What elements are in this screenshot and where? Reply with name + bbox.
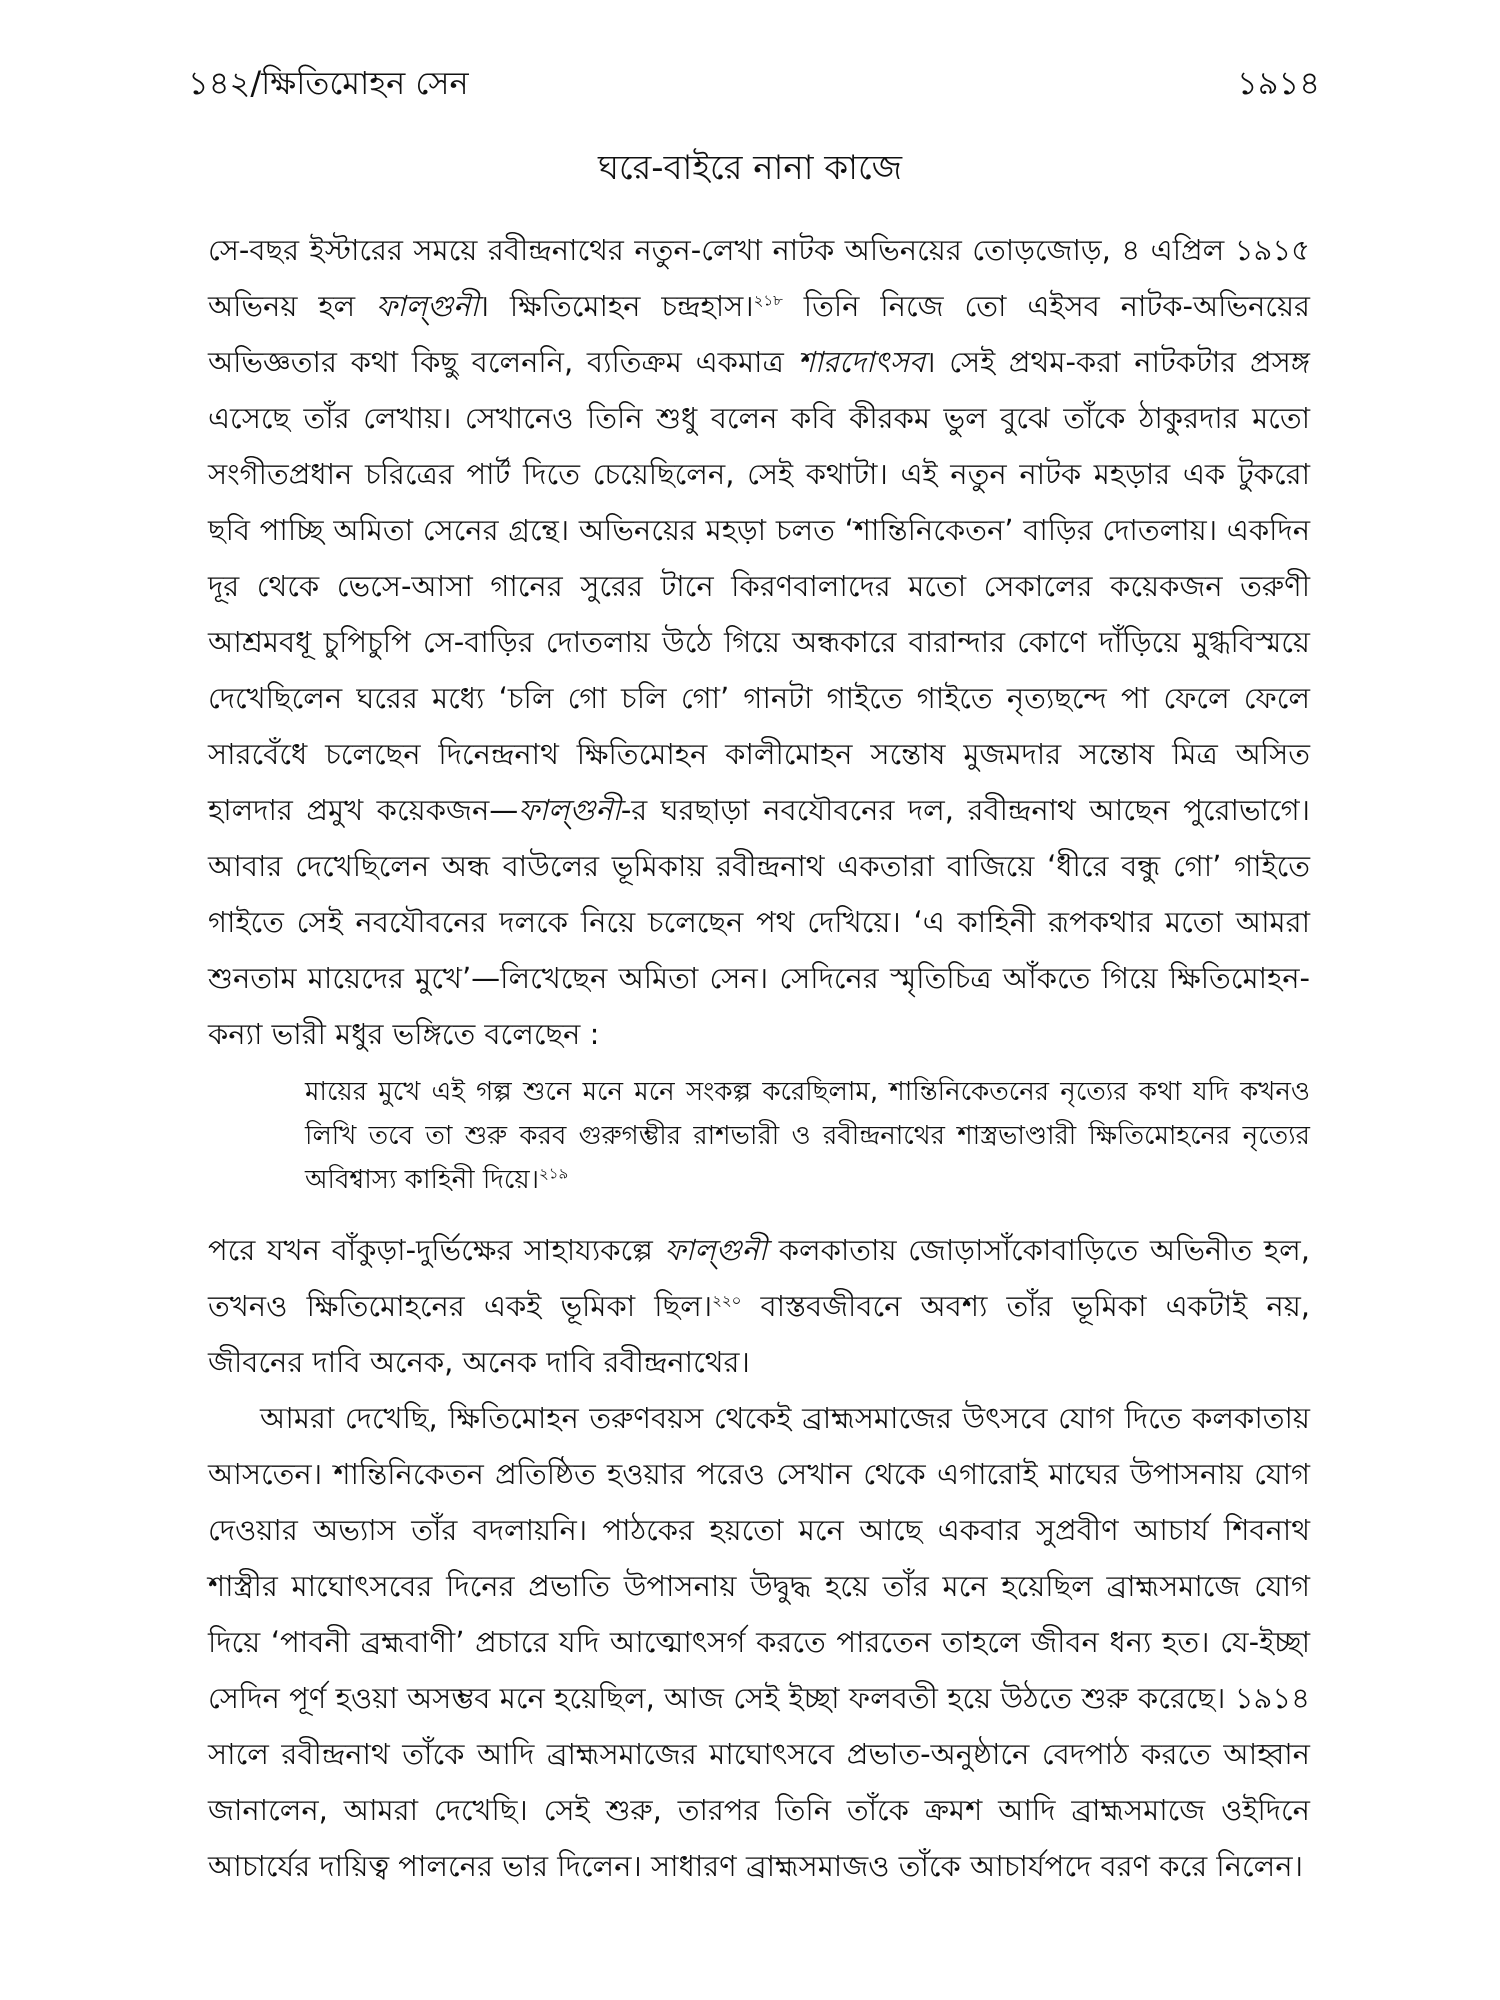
paragraph-1 (208, 222, 1310, 1062)
paragraph-2 (208, 1222, 1310, 1390)
page-number: ১৯১৪ (1236, 64, 1320, 102)
footnote-ref: ২২০ (712, 1291, 742, 1310)
footnote-ref: ২১৮ (753, 291, 783, 310)
text-span: -র ঘরছাড়া নবযৌবনের দল, রবীন্দ্রনাথ আছেন পুরোভাগে। আবার দেখেছিলেন অন্ধ বাউলের ভূমিকায় রবীন্দ্রনাথ একতারা বাজিয়ে ‘ধীরে বন্ধু গো’ গাইতে গাইতে সেই নবযৌবনের দলকে নিয়ে চলেছেন পথ দেখিয়ে। ‘এ কাহিনী রূপকথার মতো আমরা শুনতাম মায়েদের মুখে’—লিখেছেন অমিতা সেন। সেদিনের স্মৃতিচিত্র আঁকতে গিয়ে ক্ষিতিমোহন-কন্যা ভারী মধুর ভঙ্গিতে বলেছেন : (208, 793, 1310, 1051)
paragraph-3 (208, 1390, 1310, 1894)
paragraph-3-text: আমরা দেখেছি, ক্ষিতিমোহন তরুণবয়স থেকেই ব্রাহ্মসমাজের উৎসবে যোগ দিতে কলকাতায় আসতেন। শান্তিনিকেতন প্রতিষ্ঠিত হওয়ার পরেও সেখান থেকে এগারোই মাঘের উপাসনায় যোগ দেওয়ার অভ্যাস তাঁর বদলায়নি। পাঠকের হয়তো মনে আছে একবার সুপ্রবীণ আচার্য শিবনাথ শাস্ত্রীর মাঘোৎসবের দিনের প্রভাতি উপাসনায় উদ্বুদ্ধ হয়ে তাঁর মনে হয়েছিল ব্রাহ্মসমাজে যোগ দিয়ে ‘পাবনী ব্রহ্মবাণী’ প্রচারে যদি আত্মোৎসর্গ করতে পারতেন তাহলে জীবন ধন্য হত। যে-ইচ্ছা সেদিন পূর্ণ হওয়া অসম্ভব মনে হয়েছিল, আজ সেই ইচ্ছা ফলবতী হয়ে উঠতে শুরু করেছে। ১৯১৪ সালে রবীন্দ্রনাথ তাঁকে আদি ব্রাহ্মসমাজের মাঘোৎসবে প্রভাত-অনুষ্ঠানে বেদপাঠ করতে আহ্বান জানালেন, আমরা দেখেছি। সেই শুরু, তারপর তিনি তাঁকে ক্রমশ আদি ব্রাহ্মসমাজে ওইদিনে আচার্যের দায়িত্ব পালনের ভার দিলেন। সাধারণ ব্রাহ্মসমাজও তাঁকে আচার্যপদে বরণ করে নিলেন। (208, 1401, 1311, 1883)
chapter-title: ঘরে-বাইরে নানা কাজে (597, 148, 903, 188)
text-span: সে-বছর ইস্টারের সময়ে রবীন্দ্রনাথের নতুন-লেখা নাটক অভিনয়ের তোড়জোড়, ৪ এপ্রিল ১৯১৫ অভিনয় হল (208, 233, 1310, 323)
play-title: ফাল্গুনী (664, 1233, 768, 1267)
play-title: ফাল্গুনী (376, 289, 479, 323)
text-span: পরে যখন বাঁকুড়া-দুর্ভিক্ষের সাহায্যকল্পে (208, 1233, 665, 1267)
footnote-ref: ২১৯ (539, 1164, 569, 1183)
running-head (188, 58, 1320, 108)
play-title: শারদোৎসব (797, 345, 926, 379)
play-title: ফাল্গুনী (518, 793, 621, 827)
quote-text: মায়ের মুখে এই গল্প শুনে মনে মনে সংকল্প করেছিলাম, শান্তিনিকেতনের নৃত্যের কথা যদি কখনও লিখি তবে তা শুরু করব গুরুগম্ভীর রাশভারী ও রবীন্দ্রনাথের শাস্ত্রভাণ্ডারী ক্ষিতিমোহনের নৃত্যের অবিশ্বাস্য কাহিনী দিয়ে। (305, 1077, 1310, 1195)
block-quote (305, 1070, 1310, 1202)
text-span: । ক্ষিতিমোহন চন্দ্রহাস। (478, 289, 754, 323)
text-span: । সেই প্রথম-করা নাটকটার প্রসঙ্গ এসেছে তাঁর লেখায়। সেখানেও তিনি শুধু বলেন কবি কীরকম ভুল বুঝে তাঁকে ঠাকুরদার মতো সংগীতপ্রধান চরিত্রের পার্ট দিতে চেয়েছিলেন, সেই কথাটা। এই নতুন নাটক মহড়ার এক টুকরো ছবি পাচ্ছি অমিতা সেনের গ্রন্থে। অভিনয়ের মহড়া চলত ‘শান্তিনিকেতন’ বাড়ির দোতলায়। একদিন দূর থেকে ভেসে-আসা গানের সুরের টানে কিরণবালাদের মতো সেকালের কয়েকজন তরুণী আশ্রমবধূ চুপিচুপি সে-বাড়ির দোতলায় উঠে গিয়ে অন্ধকারে বারান্দার কোণে দাঁড়িয়ে মুগ্ধবিস্ময়ে দেখেছিলেন ঘরের মধ্যে ‘চলি গো চলি গো’ গানটা গাইতে গাইতে নৃত্যছন্দে পা ফেলে ফেলে সারবেঁধে চলেছেন দিনেন্দ্রনাথ ক্ষিতিমোহন কালীমোহন সন্তোষ মুজমদার সন্তোষ মিত্র অসিত হালদার প্রমুখ কয়েকজন— (208, 345, 1310, 827)
text-span: বাস্তবজীবনে অবশ্য তাঁর ভূমিকা একটাই নয়, জীবনের দাবি অনেক, অনেক দাবি রবীন্দ্রনাথের। (208, 1289, 1310, 1379)
text-span: তিনি নিজে তো এইসব নাটক-অভিনয়ের অভিজ্ঞতার কথা কিছু বলেননি, ব্যতিক্রম একমাত্র (208, 289, 1310, 379)
text-span: কলকাতায় জোড়াসাঁকোবাড়িতে অভিনীত হল, তখনও ক্ষিতিমোহনের একই ভূমিকা ছিল। (208, 1233, 1310, 1323)
running-head-left: ১৪২/ক্ষিতিমোহন সেন (188, 64, 469, 102)
